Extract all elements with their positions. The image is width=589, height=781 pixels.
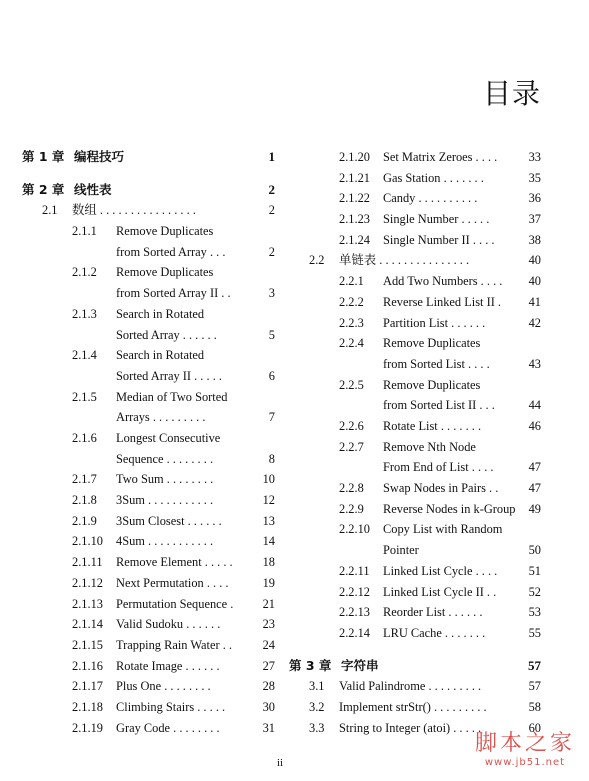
toc-entry-sub[interactable] [22,656,275,677]
toc-entry-page: 51 [528,563,541,578]
toc-entry-title: Valid Sudoku . . . . . . [116,617,221,632]
toc-entry-number: 2.1.1 [72,224,97,239]
toc-entry-sub[interactable] [22,262,275,303]
toc-entry-page: 2 [268,181,275,197]
toc-entry-sub[interactable] [289,209,541,230]
toc-entry-number: 2.1.12 [72,575,103,590]
toc-entry-title-continued: Sequence . . . . . . . . [116,451,214,466]
toc-entry-title: Remove Duplicates [116,265,214,280]
toc-entry-number: 2.2.4 [339,336,364,351]
toc-entry-title-continued: from Sorted List . . . . [383,356,490,371]
toc-entry-title: Remove Duplicates [383,377,481,392]
toc-entry-title: Remove Duplicates [383,336,481,351]
toc-entry-number: 2.2.3 [339,315,364,330]
toc-entry-number: 2.2.6 [339,418,364,433]
toc-entry-title-continued: from Sorted List II . . . [383,398,495,413]
toc-entry-title: Implement strStr() . . . . . . . . . [339,699,487,714]
toc-entry-sub[interactable] [289,230,541,251]
toc-entry-number: 2.2.2 [339,294,364,309]
toc-entry-page: 28 [262,679,275,694]
toc-entry-title: Search in Rotated [116,348,205,363]
toc-entry-number: 2.1.10 [72,534,103,549]
toc-entry-number: 2.1.21 [339,170,370,185]
toc-entry-title: Reverse Nodes in k-Group [383,501,516,516]
toc-entry-title: Single Number II . . . . [383,232,495,247]
toc-entry-title-continued: From End of List . . . . [383,460,494,475]
toc-entry-number: 3.3 [309,720,325,735]
toc-entry-page: 35 [528,170,541,185]
toc-entry-page: 40 [528,253,541,268]
toc-entry-sub[interactable] [289,313,541,334]
toc-entry-number: 2.1.15 [72,637,103,652]
toc-entry-sub[interactable] [22,490,275,511]
toc-entry-number: 2.2 [309,253,325,268]
toc-entry-title: Trapping Rain Water . . [116,637,233,652]
toc-entry-page: 36 [528,191,541,206]
toc-entry-number: 2.2.10 [339,522,370,537]
toc-entry-title: Search in Rotated [116,306,205,321]
toc-entry-page: 2 [268,203,275,218]
toc-entry-page: 3 [268,286,275,301]
toc-entry-title: Candy . . . . . . . . . . [383,191,478,206]
toc-entry-title: Plus One . . . . . . . . [116,679,211,694]
toc-entry-title: 3Sum . . . . . . . . . . . [116,493,214,508]
toc-entry-number: 3.2 [309,699,325,714]
toc-entry-title: Reorder List . . . . . . [383,605,483,620]
toc-entry-title: Gray Code . . . . . . . . [116,720,220,735]
toc-entry-title: LRU Cache . . . . . . . [383,625,486,640]
toc-entry-sub[interactable] [289,375,541,416]
toc-entry-title: Median of Two Sorted [116,389,228,404]
toc-entry-number: 2.1.3 [72,306,97,321]
toc-entry-title: Longest Consecutive [116,431,221,446]
toc-entry-title: Partition List . . . . . . [383,315,486,330]
watermark-text: 脚本之家 [474,731,575,756]
toc-entry-page: 43 [528,356,541,371]
toc-entry-sub[interactable] [22,676,275,697]
toc-entry-number: 2.1.2 [72,265,97,280]
toc-entry-sub[interactable] [289,147,541,168]
toc-entry-sub[interactable] [289,519,541,560]
toc-entry-title: 4Sum . . . . . . . . . . . [116,534,214,549]
toc-entry-page: 13 [262,513,275,528]
toc-entry-page: 12 [262,493,275,508]
toc-entry-page: 41 [528,294,541,309]
toc-entry-title-continued: Sorted Array . . . . . . [116,327,217,342]
watermark-url: www.jb51.net [484,757,566,768]
toc-entry-title: Two Sum . . . . . . . . [116,472,214,487]
toc-entry-sub[interactable] [289,188,541,209]
toc-entry-sub[interactable] [22,697,275,718]
toc-entry-number: 2.1.14 [72,617,103,632]
toc-left-column [22,147,275,738]
toc-entry-title: 3Sum Closest . . . . . . [116,513,222,528]
toc-entry-number: 第 1 章 [22,149,65,164]
toc-entry-sub[interactable] [22,221,275,262]
toc-entry-page: 53 [528,605,541,620]
toc-entry-section[interactable] [22,200,275,221]
toc-entry-number: 2.1.22 [339,191,370,206]
toc-entry-number: 2.2.5 [339,377,364,392]
toc-entry-section[interactable] [289,697,541,718]
toc-entry-number: 2.2.9 [339,501,364,516]
toc-entry-page: 23 [262,617,275,632]
toc-entry-page: 1 [268,149,275,164]
toc-entry-sub[interactable] [289,271,541,292]
toc-entry-number: 2.2.12 [339,584,370,599]
toc-entry-number: 2.1.8 [72,493,97,508]
toc-entry-number: 2.1.9 [72,513,97,528]
toc-gap [22,168,275,180]
toc-entry-title-continued: Arrays . . . . . . . . . [116,410,206,425]
toc-entry-page: 58 [528,699,541,714]
toc-entry-sub[interactable] [289,416,541,437]
toc-entry-page: 47 [528,460,541,475]
toc-entry-number: 2.2.1 [339,274,364,289]
toc-entry-title-continued: from Sorted Array . . . [116,244,226,259]
toc-entry-sub[interactable] [289,168,541,189]
toc-entry-title: Linked List Cycle II . . [383,584,497,599]
toc-entry-sub[interactable] [289,561,541,582]
toc-entry-sub[interactable] [289,582,541,603]
toc-entry-number: 2.1.5 [72,389,97,404]
toc-entry-title: Climbing Stairs . . . . . [116,699,226,714]
toc-entry-title: 字符串 [341,657,379,673]
toc-entry-title: 编程技巧 [74,149,125,164]
toc-entry-title: Rotate Image . . . . . . [116,658,220,673]
toc-gap [289,644,541,656]
toc-entry-section[interactable] [289,676,541,697]
toc-entry-title: Add Two Numbers . . . . [383,274,503,289]
toc-entry-sub[interactable] [22,635,275,656]
toc-entry-number: 2.2.11 [339,563,370,578]
toc-entry-title: Valid Palindrome . . . . . . . . . [339,679,482,694]
watermark-logo [475,726,575,768]
toc-entry-number: 2.1.17 [72,679,103,694]
toc-entry-page: 24 [262,637,275,652]
toc-entry-number: 2.1.13 [72,596,103,611]
toc-entry-page: 6 [268,368,275,383]
toc-entry-page: 5 [268,327,275,342]
toc-entry-sub[interactable] [22,387,275,428]
toc-entry-page: 55 [528,625,541,640]
toc-entry-sub[interactable] [22,531,275,552]
toc-entry-title: Copy List with Random [383,522,503,537]
toc-entry-title: Next Permutation . . . . [116,575,229,590]
toc-entry-title: Linked List Cycle . . . . [383,563,498,578]
toc-entry-sub[interactable] [289,478,541,499]
toc-entry-number: 2.1.23 [339,212,370,227]
toc-entry-number: 2.1 [42,203,58,218]
toc-entry-title: Swap Nodes in Pairs . . [383,481,499,496]
toc-entry-page: 21 [262,596,275,611]
toc-right-column [289,147,541,738]
toc-entry-sub[interactable] [22,428,275,469]
toc-entry-number: 2.1.18 [72,699,103,714]
toc-entry-number: 第 2 章 [22,181,65,197]
toc-entry-title: String to Integer (atoi) . . . . . [339,720,482,735]
toc-entry-page: 14 [262,534,275,549]
toc-entry-title-continued: from Sorted Array II . . [116,286,231,301]
toc-entry-page: 2 [268,244,275,259]
toc-entry-number: 2.2.8 [339,481,364,496]
toc-entry-title-continued: Pointer [383,543,419,558]
toc-entry-page: 7 [268,410,275,425]
toc-entry-number: 3.1 [309,679,325,694]
toc-entry-title: Permutation Sequence . [116,596,234,611]
toc-entry-title: Rotate List . . . . . . . [383,418,482,433]
toc-entry-number: 2.1.7 [72,472,97,487]
toc-entry-page: 8 [268,451,275,466]
toc-entry-number: 2.1.24 [339,232,370,247]
toc-entry-number: 2.1.11 [72,555,103,570]
toc-entry-title: Remove Duplicates [116,224,214,239]
toc-entry-page: 49 [528,501,541,516]
page-title: 目录 [482,77,541,110]
toc-entry-sub[interactable] [22,614,275,635]
toc-entry-page: 30 [262,699,275,714]
toc-entry-number: 2.2.7 [339,439,364,454]
toc-entry-sub[interactable] [22,511,275,532]
page-number: ii [276,757,284,769]
toc-entry-sub[interactable] [289,437,541,478]
toc-entry-chapter[interactable] [289,656,541,677]
toc-entry-sub[interactable] [22,552,275,573]
toc-entry-page: 40 [528,274,541,289]
toc-entry-sub[interactable] [289,602,541,623]
toc-entry-page: 47 [528,481,541,496]
toc-entry-page: 37 [528,212,541,227]
toc-entry-page: 50 [528,543,541,558]
toc-entry-page: 52 [528,584,541,599]
toc-entry-number: 2.1.16 [72,658,103,673]
toc-entry-page: 46 [528,418,541,433]
toc-entry-sub[interactable] [22,718,275,739]
toc-entry-number: 2.2.13 [339,605,370,620]
toc-entry-title: 单链表 . . . . . . . . . . . . . . . [339,253,470,268]
toc-entry-chapter[interactable] [22,180,275,201]
toc-entry-sub[interactable] [289,292,541,313]
toc-entry-title: Single Number . . . . . [383,212,490,227]
toc-entry-page: 31 [262,720,275,735]
toc-entry-page: 38 [528,232,541,247]
toc-entry-page: 18 [262,555,275,570]
toc-entry-sub[interactable] [289,499,541,520]
toc-entry-page: 19 [262,575,275,590]
toc-entry-title: Reverse Linked List II . [383,294,502,309]
toc-entry-number: 2.1.20 [339,150,370,164]
toc-entry-title: Remove Element . . . . . [116,555,233,570]
toc-entry-number: 2.1.6 [72,431,97,446]
toc-entry-page: 57 [528,679,541,694]
toc-entry-sub[interactable] [22,304,275,345]
toc-entry-title: Remove Nth Node [383,439,476,454]
toc-entry-sub[interactable] [22,573,275,594]
toc-entry-chapter[interactable] [22,147,275,168]
toc-entry-title: Gas Station . . . . . . . [383,170,484,185]
toc-entry-number: 2.1.19 [72,720,103,735]
toc-entry-sub[interactable] [22,345,275,386]
toc-entry-sub[interactable] [289,623,541,644]
toc-entry-title: 线性表 [74,181,112,197]
toc-entry-title-continued: Sorted Array II . . . . . [116,368,222,383]
toc-entry-section[interactable] [289,250,541,271]
toc-entry-number: 2.1.4 [72,348,97,363]
toc-entry-title: Set Matrix Zeroes . . . . [383,150,498,164]
toc-entry-page: 42 [528,315,541,330]
toc-entry-page: 60 [528,720,541,735]
toc-entry-page: 10 [262,472,275,487]
toc-entry-number: 2.2.14 [339,625,370,640]
toc-entry-sub[interactable] [22,469,275,490]
toc-entry-page: 27 [262,658,275,673]
toc-entry-page: 57 [528,657,541,673]
toc-entry-page: 33 [528,150,541,164]
toc-entry-title: 数组 . . . . . . . . . . . . . . . . [72,203,196,218]
toc-entry-sub[interactable] [22,594,275,615]
toc-entry-number: 第 3 章 [289,657,332,673]
toc-entry-page: 44 [528,398,541,413]
toc-entry-sub[interactable] [289,333,541,374]
